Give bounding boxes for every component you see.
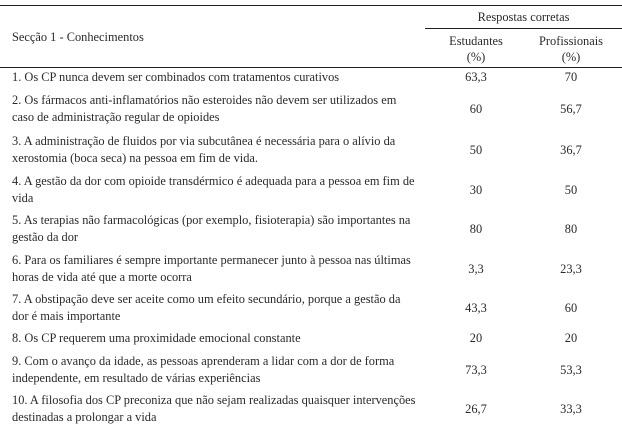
- group-header-rule: [425, 28, 622, 29]
- professionals-value: 56,7: [560, 102, 582, 116]
- header-bottom-rule: [0, 67, 622, 68]
- question-text: 4. A gestão da dor com opioide transdérmico é adequada para a pessoa em fim de vida: [12, 174, 415, 205]
- students-value: 20: [469, 331, 483, 345]
- professionals-value: 50: [564, 183, 578, 197]
- question-text: 3. A administração de fluidos por via subcutânea é necessária para o alívio da xerostomia (boca seca) na pessoa em fim de vida.: [12, 134, 396, 165]
- column-header-students: [427, 33, 525, 65]
- professionals-value: 23,3: [560, 262, 582, 276]
- professionals-value: 60: [564, 301, 578, 315]
- question-text: 6. Para os familiares é sempre importante permanecer junto à pessoa nas últimas horas de vida até que a morte ocorra: [12, 253, 411, 284]
- students-value: 3,3: [468, 262, 484, 276]
- column-header-professionals: [522, 33, 620, 65]
- professionals-value: 20: [564, 331, 578, 345]
- students-value: 50: [469, 143, 483, 157]
- question-text: 5. As terapias não farmacológicas (por exemplo, fisioterapia) são importantes na gestão da dor: [12, 213, 411, 244]
- students-value: 30: [469, 183, 483, 197]
- column-label: Profissionais: [538, 34, 604, 48]
- professionals-value: 70: [564, 70, 578, 84]
- professionals-value: 33,3: [560, 402, 582, 416]
- table-top-rule: [0, 5, 622, 6]
- question-text: 10. A filosofia dos CP preconiza que não sejam realizadas quaisquer intervenções destinadas a prolongar a vida: [12, 393, 416, 424]
- question-text: 9. Com o avanço da idade, as pessoas aprenderam a lidar com a dor de forma independente, em resultado de várias experiências: [12, 354, 395, 385]
- professionals-value: 36,7: [560, 143, 582, 157]
- question-text: 7. A obstipação deve ser aceite como um efeito secundário, porque a gestão da dor é mais importante: [12, 292, 401, 323]
- students-value: 26,7: [465, 402, 487, 416]
- students-value: 60: [469, 102, 483, 116]
- column-unit: (%): [561, 50, 581, 64]
- section-header: Secção 1 - Conhecimentos: [12, 30, 144, 44]
- students-value: 43,3: [465, 301, 487, 315]
- students-value: 80: [469, 222, 483, 236]
- column-unit: (%): [466, 50, 486, 64]
- students-value: 63,3: [465, 70, 487, 84]
- question-text: 2. Os fármacos anti-inflamatórios não esteroides não devem ser utilizados em caso de administração regular de opioides: [12, 93, 397, 124]
- professionals-value: 80: [564, 222, 578, 236]
- professionals-value: 53,3: [560, 363, 582, 377]
- group-header-correct-answers: Respostas corretas: [477, 10, 570, 24]
- students-value: 73,3: [465, 363, 487, 377]
- question-text: 8. Os CP requerem uma proximidade emocional constante: [12, 331, 301, 345]
- question-text: 1. Os CP nunca devem ser combinados com tratamentos curativos: [12, 70, 340, 84]
- column-label: Estudantes: [449, 34, 503, 48]
